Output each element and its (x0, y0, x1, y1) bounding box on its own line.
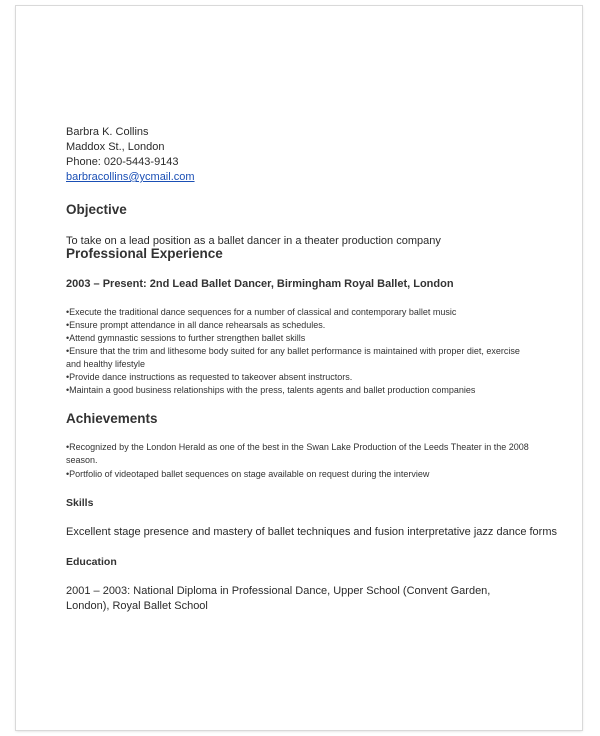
achievement-bullet: •Recognized by the London Herald as one of the best in the Swan Lake Production of the Leeds Theater in the 2008 season. (66, 442, 529, 466)
education-heading: Education (66, 556, 117, 568)
contact-phone: Phone: 020-5443-9143 (66, 156, 179, 168)
achievement-bullet: •Portfolio of videotaped ballet sequences on stage available on request during the interview (66, 469, 430, 479)
objective-text: To take on a lead position as a ballet dancer in a theater production company (66, 235, 441, 247)
contact-email-link[interactable]: barbracollins@ycmail.com (66, 171, 195, 183)
contact-address: Maddox St., London (66, 141, 165, 153)
experience-bullet: •Provide dance instructions as requested to takeover absent instructors. (66, 372, 353, 382)
objective-heading: Objective (66, 202, 127, 217)
contact-name: Barbra K. Collins (66, 126, 149, 138)
job-title: 2003 – Present: 2nd Lead Ballet Dancer, Birmingham Royal Ballet, London (66, 278, 454, 290)
skills-text: Excellent stage presence and mastery of ballet techniques and fusion interpretative jazz dance forms (66, 526, 557, 538)
document-page (16, 6, 582, 730)
experience-bullet: •Ensure prompt attendance in all dance rehearsals as schedules. (66, 320, 326, 330)
experience-bullet: •Execute the traditional dance sequences for a number of classical and contemporary ballet music (66, 307, 457, 317)
experience-bullet: •Ensure that the trim and lithesome body suited for any ballet performance is maintained with proper diet, exercise and healthy lifestyle (66, 346, 520, 370)
experience-bullet: •Attend gymnastic sessions to further strengthen ballet skills (66, 333, 306, 343)
experience-heading: Professional Experience (66, 246, 223, 261)
education-text: 2001 – 2003: National Diploma in Professional Dance, Upper School (Convent Garden, London), Royal Ballet School (66, 585, 491, 612)
experience-bullet: •Maintain a good business relationships with the press, talents agents and ballet production companies (66, 385, 476, 395)
skills-heading: Skills (66, 497, 94, 509)
achievements-heading: Achievements (66, 411, 158, 426)
